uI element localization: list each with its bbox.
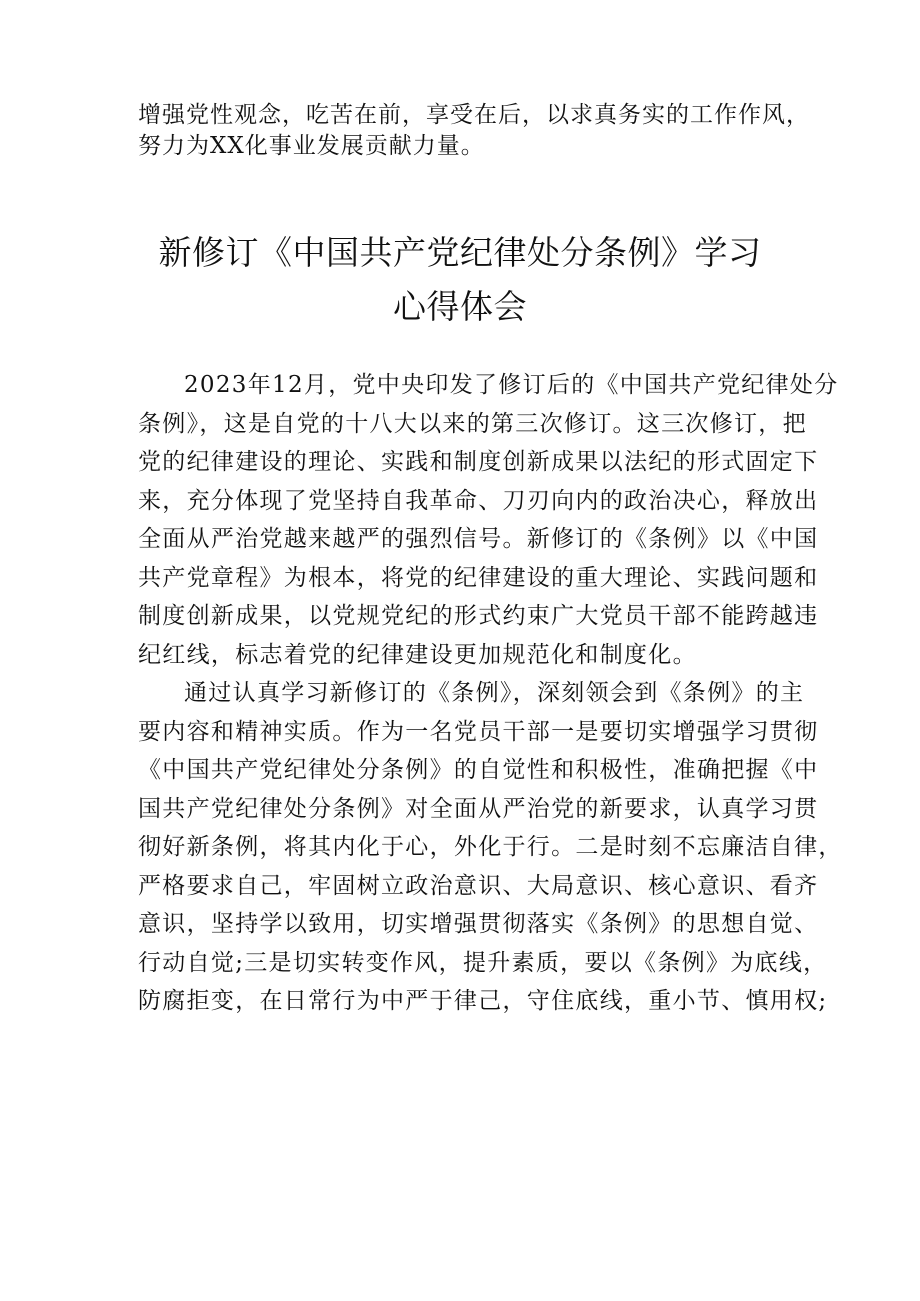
text-line: 来，充分体现了党坚持自我革命、刀刃向内的政治决心，释放出 bbox=[138, 487, 819, 514]
text-line: 防腐拒变，在日常行为中严于律己，守住底线，重小节、慎用权; bbox=[138, 988, 828, 1014]
text-line: 彻好新条例，将其内化于心，外化于行。二是时刻不忘廉洁自律， bbox=[138, 834, 843, 860]
article-body bbox=[138, 366, 843, 1021]
paragraph bbox=[138, 674, 843, 1021]
text-line: 国共产党纪律处分条例》对全面从严治党的新要求，认真学习贯 bbox=[138, 795, 819, 822]
text-line: 严格要求自己，牢固树立政治意识、大局意识、核心意识、看齐 bbox=[138, 872, 819, 899]
text-line: 意识，坚持学以致用，切实增强贯彻落实《条例》的思想自觉、 bbox=[138, 911, 819, 937]
text-line: 行动自觉;三是切实转变作风，提升素质，要以《条例》为底线， bbox=[138, 949, 828, 976]
text-line: 通过认真学习新修订的《条例》，深刻领会到《条例》的主 bbox=[184, 680, 805, 706]
text-line: 2023年12月，党中央印发了修订后的《中国共产党纪律处分 bbox=[184, 372, 839, 398]
text-line: 党的纪律建设的理论、实践和制度创新成果以法纪的形式固定下 bbox=[138, 449, 819, 475]
text-line: 制度创新成果，以党规党纪的形式约束广大党员干部不能跨越违 bbox=[138, 603, 819, 629]
text-line: 增强党性观念，吃苦在前，享受在后，以求真务实的工作作风， bbox=[138, 102, 810, 128]
text-line: 共产党章程》为根本，将党的纪律建设的重大理论、实践问题和 bbox=[138, 564, 819, 591]
text-line: 要内容和精神实质。作为一名党员干部一是要切实增强学习贯彻 bbox=[138, 718, 819, 745]
text-line: 努力为XX化事业发展贡献力量。 bbox=[138, 133, 485, 159]
text-line: 全面从严治党越来越严的强烈信号。新修订的《条例》以《中国 bbox=[138, 526, 819, 552]
title-line: 心得体会 bbox=[393, 287, 527, 326]
article-title bbox=[120, 226, 800, 334]
title-line: 新修订《中国共产党纪律处分条例》学习 bbox=[158, 233, 762, 272]
previous-section-text bbox=[138, 100, 810, 162]
text-line: 纪红线，标志着党的纪律建设更加规范化和制度化。 bbox=[138, 641, 697, 668]
paragraph bbox=[138, 366, 839, 674]
text-line: 条例》，这是自党的十八大以来的第三次修订。这三次修订，把 bbox=[138, 410, 807, 437]
text-line: 《中国共产党纪律处分条例》的自觉性和积极性，准确把握《中 bbox=[138, 757, 819, 783]
